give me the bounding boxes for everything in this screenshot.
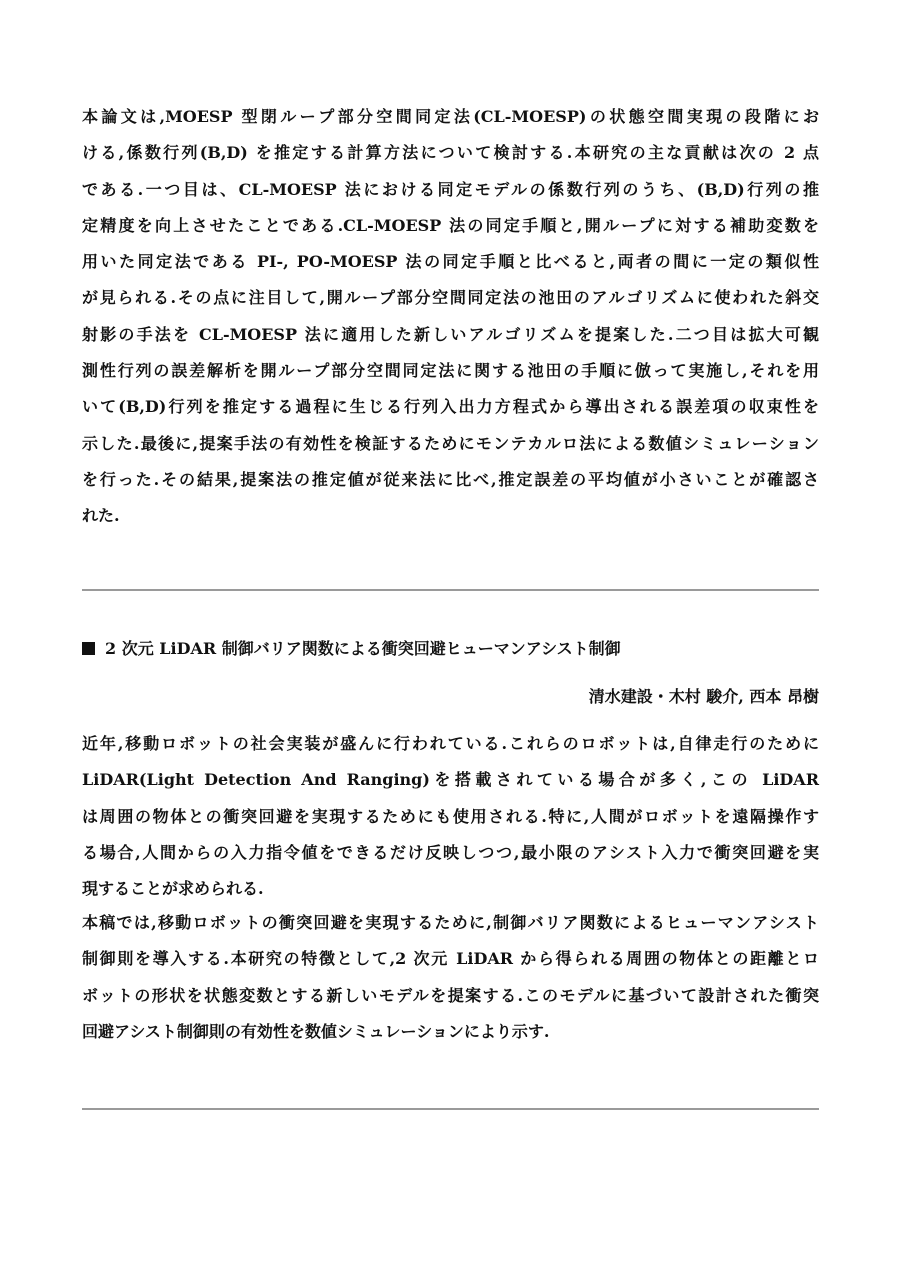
abstract-lidar-intro [82, 726, 819, 907]
section-divider [82, 589, 819, 591]
text-line: ボットの形状を状態変数とする新しいモデルを提案する.このモデルに基づいて設計された衝突 [82, 985, 819, 1005]
abstract-lidar-method [82, 905, 819, 1050]
text-line: る場合,人間からの入力指令値をできるだけ反映しつつ,最小限のアシスト入力で衝突回避を実 [82, 842, 819, 862]
section-title [82, 636, 819, 662]
text-line: いて(B,D)行列を推定する過程に生じる行列入出力方程式から導出される誤差項の収束性を [82, 397, 819, 417]
text-line: 近年,移動ロボットの社会実装が盛んに行われている.これらのロボットは,自律走行のために [82, 734, 819, 753]
section-divider [82, 1108, 819, 1110]
abstract-cl-moesp [82, 99, 819, 535]
section-title-text: 2 次元 LiDAR 制御バリア関数による衝突回避ヒューマンアシスト制御 [105, 639, 621, 658]
author-line: 清水建設・木村 駿介, 西本 昂樹 [588, 687, 819, 706]
text-line: LiDAR(Light Detection And Ranging)を搭載されている場合が多く,この LiDAR [82, 770, 819, 790]
text-line: 本稿では,移動ロボットの衝突回避を実現するために,制御バリア関数によるヒューマンアシスト [82, 913, 819, 932]
text-line: 示した.最後に,提案手法の有効性を検証するためにモンテカルロ法による数値シミュレーション [82, 433, 819, 453]
text-line: は周囲の物体との衝突回避を実現するためにも使用される.特に,人間がロボットを遠隔操作す [82, 806, 819, 826]
text-line: 回避アシスト制御則の有効性を数値シミュレーションにより示す. [82, 1021, 550, 1041]
text-line: 測性行列の誤差解析を開ループ部分空間同定法に関する池田の手順に倣って実施し,それを用 [82, 361, 819, 381]
text-line: 現することが求められる. [82, 879, 264, 899]
text-line: れた. [82, 506, 120, 526]
text-line: 用いた同定法である PI-, PO-MOESP 法の同定手順と比べると,両者の間に一定の類似性 [82, 252, 819, 272]
square-bullet-icon [82, 642, 95, 655]
text-line: 射影の手法を CL-MOESP 法に適用した新しいアルゴリズムを提案した.二つ目は拡大可観 [82, 324, 819, 344]
text-line: 本論文は,MOESP 型閉ループ部分空間同定法(CL-MOESP)の状態空間実現の段階にお [82, 107, 819, 126]
text-line: が見られる.その点に注目して,開ループ部分空間同定法の池田のアルゴリズムに使われた斜交 [82, 288, 819, 308]
text-line: 定精度を向上させたことである.CL-MOESP 法の同定手順と,開ループに対する補助変数を [82, 215, 819, 235]
text-line: ける,係数行列(B,D) を推定する計算方法について検討する.本研究の主な貢献は次の 2 点 [82, 143, 819, 163]
text-line: である.一つ目は、CL-MOESP 法における同定モデルの係数行列のうち、(B,D)行列の推 [82, 179, 819, 199]
text-line: 制御則を導入する.本研究の特徴として,2 次元 LiDAR から得られる周囲の物体との距離とロ [82, 949, 819, 969]
text-line: を行った.その結果,提案法の推定値が従来法に比べ,推定誤差の平均値が小さいことが確認さ [82, 469, 819, 489]
